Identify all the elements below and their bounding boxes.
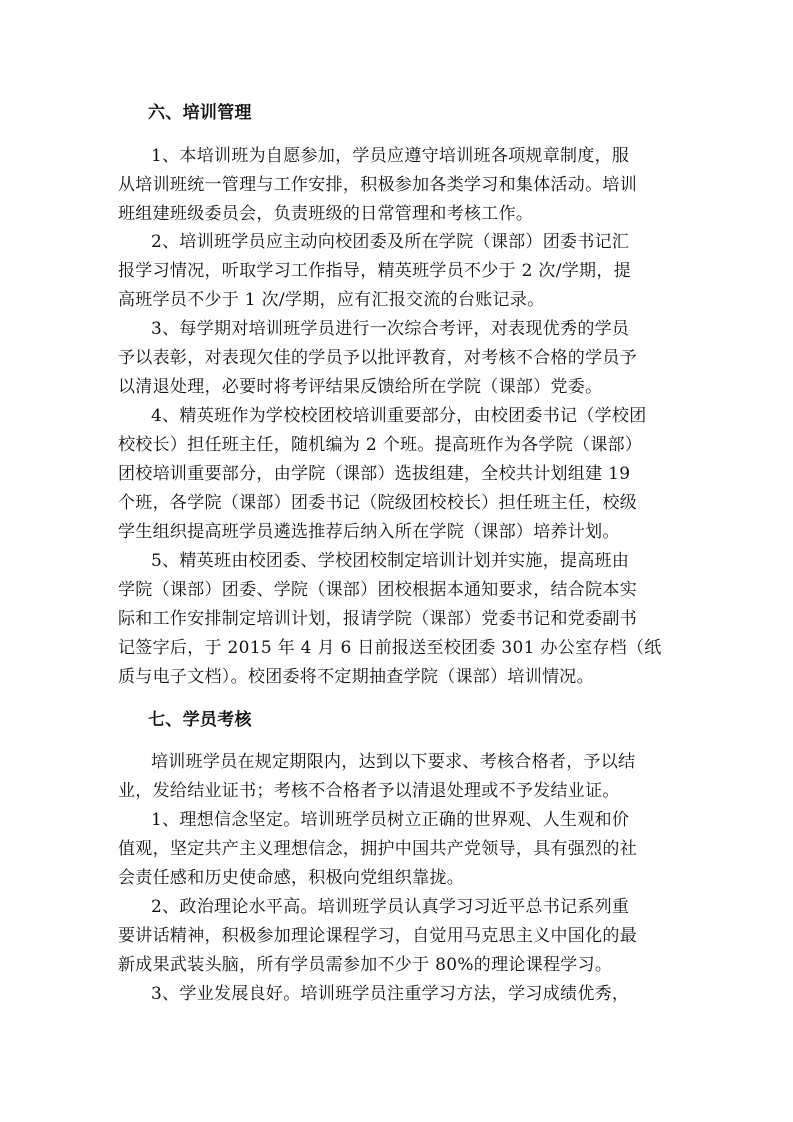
paragraph-line: 会责任感和历史使命感，积极向党组织靠拢。 bbox=[118, 868, 464, 888]
paragraph-line: 培训班学员在规定期限内，达到以下要求、考核合格者，予以结 bbox=[151, 752, 636, 772]
paragraph-line: 2、政治理论水平高。培训班学员认真学习习近平总书记系列重 bbox=[151, 897, 630, 917]
paragraph-line: 团校培训重要部分，由学院（课部）选拔组建，全校共计划组建 19 bbox=[118, 464, 631, 484]
paragraph-line: 学院（课部）团委、学院（课部）团校根据本通知要求，结合院本实 bbox=[118, 580, 637, 600]
section-7-heading: 七、学员考核 bbox=[148, 710, 252, 730]
paragraph-line: 报学习情况，听取学习工作指导，精英班学员不少于 2 次/学期，提 bbox=[118, 261, 631, 281]
paragraph-line: 班组建班级委员会，负责班级的日常管理和考核工作。 bbox=[118, 204, 534, 224]
paragraph-line: 学生组织提高班学员遴选推荐后纳入所在学院（课部）培养计划。 bbox=[118, 522, 620, 542]
paragraph-line: 校校长）担任班主任，随机编为 2 个班。提高班作为各学院（课部） bbox=[118, 435, 643, 455]
paragraph-line: 要讲话精神，积极参加理论课程学习，自觉用马克思主义中国化的最 bbox=[118, 926, 637, 946]
paragraph-line: 1、理想信念坚定。培训班学员树立正确的世界观、人生观和价 bbox=[151, 810, 630, 830]
paragraph-line: 5、精英班由校团委、学校团校制定培训计划并实施，提高班由 bbox=[151, 551, 630, 571]
paragraph-line: 予以表彰，对表现欠佳的学员予以批评教育，对考核不合格的学员予 bbox=[118, 348, 637, 368]
paragraph-line: 2、培训班学员应主动向校团委及所在学院（课部）团委书记汇 bbox=[151, 232, 630, 252]
paragraph-line: 业，发给结业证书；考核不合格者予以清退处理或不予发结业证。 bbox=[118, 781, 620, 801]
paragraph-line: 记签字后，于 2015 年 4 月 6 日前报送至校团委 301 办公室存档（纸 bbox=[118, 638, 662, 658]
paragraph-line: 1、本培训班为自愿参加，学员应遵守培训班各项规章制度，服 bbox=[151, 146, 630, 166]
section-6-heading: 六、培训管理 bbox=[148, 103, 252, 123]
paragraph-line: 新成果武装头脑，所有学员需参加不少于 80%的理论课程学习。 bbox=[118, 955, 613, 975]
paragraph-line: 从培训班统一管理与工作安排，积极参加各类学习和集体活动。培训 bbox=[118, 175, 637, 195]
paragraph-line: 质与电子文档）。校团委将不定期抽查学院（课部）培训情况。 bbox=[118, 667, 594, 687]
paragraph-line: 值观，坚定共产主义理想信念，拥护中国共产党领导，具有强烈的社 bbox=[118, 839, 637, 859]
paragraph-line: 3、学业发展良好。培训班学员注重学习方法，学习成绩优秀， bbox=[151, 984, 630, 1004]
paragraph-line: 高班学员不少于 1 次/学期，应有汇报交流的台账记录。 bbox=[118, 290, 545, 310]
paragraph-line: 以清退处理，必要时将考评结果反馈给所在学院（课部）党委。 bbox=[118, 377, 603, 397]
paragraph-line: 3、每学期对培训班学员进行一次综合考评，对表现优秀的学员 bbox=[151, 319, 630, 339]
paragraph-line: 个班，各学院（课部）团委书记（院级团校校长）担任班主任，校级 bbox=[118, 493, 637, 513]
paragraph-line: 际和工作安排制定培训计划，报请学院（课部）党委书记和党委副书 bbox=[118, 609, 637, 629]
paragraph-line: 4、精英班作为学校校团校培训重要部分，由校团委书记（学校团 bbox=[151, 406, 647, 426]
